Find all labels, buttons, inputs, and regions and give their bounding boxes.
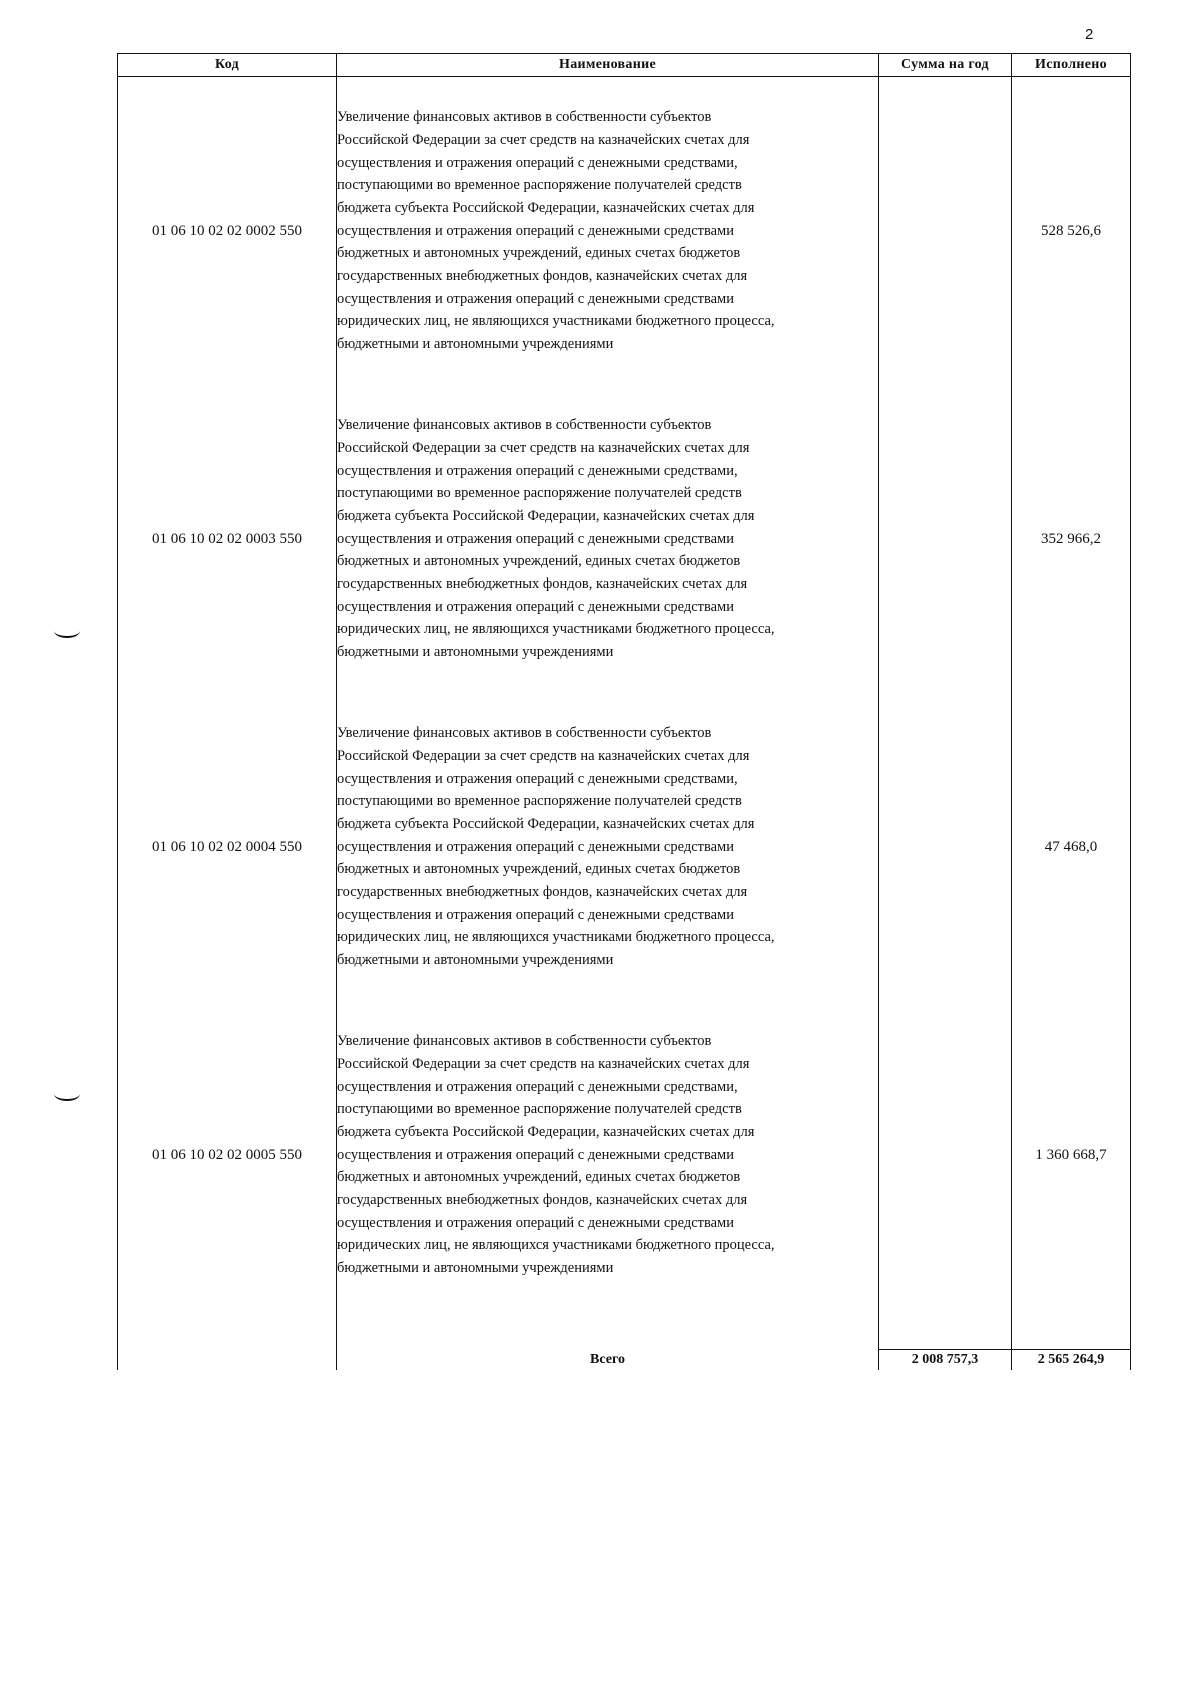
table-row	[118, 693, 1131, 1001]
header-code: Код	[118, 54, 337, 77]
row-done: 47 468,0	[1012, 693, 1131, 1001]
scan-margin-mark	[54, 1087, 80, 1101]
table-header-row	[118, 54, 1131, 77]
page-number: 2	[1085, 26, 1094, 43]
row-code: 01 06 10 02 02 0002 550	[118, 77, 337, 386]
table-row	[118, 385, 1131, 693]
header-sum: Сумма на год	[879, 54, 1012, 77]
row-done: 1 360 668,7	[1012, 1001, 1131, 1309]
table-total-row	[118, 1350, 1131, 1371]
row-sum	[879, 693, 1012, 1001]
row-done: 352 966,2	[1012, 385, 1131, 693]
table-row	[118, 77, 1131, 386]
row-name: Увеличение финансовых активов в собственности субъектов Российской Федерации за счет средств на казначейских счетах для осуществления и отражения операций с денежными средствами, поступающими во временное распоряжение получателей средств бюджета субъекта Российской Федерации, казначейских счетах для осуществления и отражения операций с денежными средствами бюджетных и автономных учреждений, единых счетах бюджетов государственных внебюджетных фондов, казначейских счетах для осуществления и отражения операций с денежными средствами юридических лиц, не являющихся участниками бюджетного процесса, бюджетными и автономными учреждениями	[337, 109, 775, 353]
table-spacer-row	[118, 1309, 1131, 1350]
row-name-cell	[337, 385, 879, 693]
total-label: Всего	[337, 1350, 879, 1371]
row-name-cell	[337, 693, 879, 1001]
row-name: Увеличение финансовых активов в собственности субъектов Российской Федерации за счет средств на казначейских счетах для осуществления и отражения операций с денежными средствами, поступающими во временное распоряжение получателей средств бюджета субъекта Российской Федерации, казначейских счетах для осуществления и отражения операций с денежными средствами бюджетных и автономных учреждений, единых счетах бюджетов государственных внебюджетных фондов, казначейских счетах для осуществления и отражения операций с денежными средствами юридических лиц, не являющихся участниками бюджетного процесса, бюджетными и автономными учреждениями	[337, 725, 775, 969]
row-name: Увеличение финансовых активов в собственности субъектов Российской Федерации за счет средств на казначейских счетах для осуществления и отражения операций с денежными средствами, поступающими во временное распоряжение получателей средств бюджета субъекта Российской Федерации, казначейских счетах для осуществления и отражения операций с денежными средствами бюджетных и автономных учреждений, единых счетах бюджетов государственных внебюджетных фондов, казначейских счетах для осуществления и отражения операций с денежными средствами юридических лиц, не являющихся участниками бюджетного процесса, бюджетными и автономными учреждениями	[337, 417, 775, 661]
total-done: 2 565 264,9	[1012, 1350, 1131, 1371]
row-code: 01 06 10 02 02 0003 550	[118, 385, 337, 693]
row-sum	[879, 1001, 1012, 1309]
scan-margin-mark	[54, 624, 80, 638]
budget-table	[117, 53, 1131, 1370]
header-done: Исполнено	[1012, 54, 1131, 77]
row-name: Увеличение финансовых активов в собственности субъектов Российской Федерации за счет средств на казначейских счетах для осуществления и отражения операций с денежными средствами, поступающими во временное распоряжение получателей средств бюджета субъекта Российской Федерации, казначейских счетах для осуществления и отражения операций с денежными средствами бюджетных и автономных учреждений, единых счетах бюджетов государственных внебюджетных фондов, казначейских счетах для осуществления и отражения операций с денежными средствами юридических лиц, не являющихся участниками бюджетного процесса, бюджетными и автономными учреждениями	[337, 1033, 775, 1277]
row-code: 01 06 10 02 02 0005 550	[118, 1001, 337, 1309]
row-code: 01 06 10 02 02 0004 550	[118, 693, 337, 1001]
row-sum	[879, 385, 1012, 693]
row-sum	[879, 77, 1012, 386]
row-name-cell	[337, 1001, 879, 1309]
row-done: 528 526,6	[1012, 77, 1131, 386]
row-name-cell	[337, 77, 879, 386]
header-name: Наименование	[337, 54, 879, 77]
total-sum: 2 008 757,3	[879, 1350, 1012, 1371]
table-row	[118, 1001, 1131, 1309]
